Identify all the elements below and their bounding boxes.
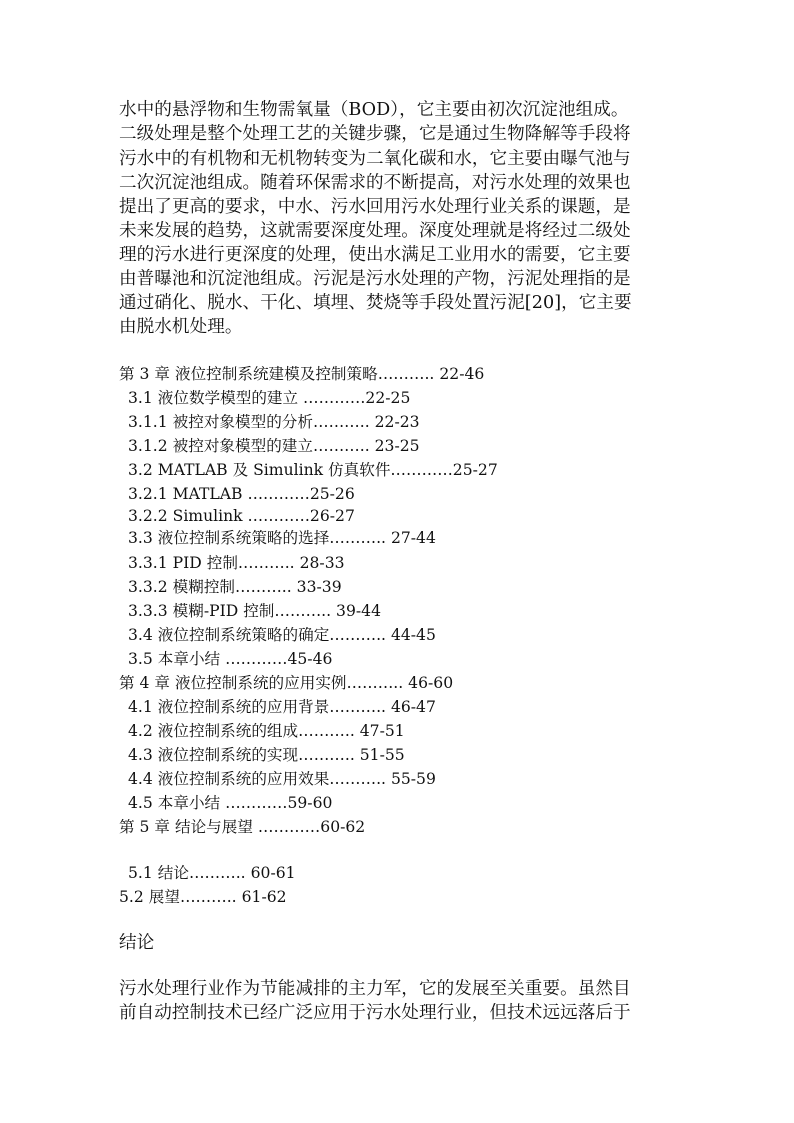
toc-item: 4.2 液位控制系统的组成……….. 47-51 bbox=[128, 722, 405, 740]
toc-item: 3.3 液位控制系统策略的选择……….. 27-44 bbox=[128, 529, 436, 547]
toc-item: 3.3.1 PID 控制……….. 28-33 bbox=[128, 554, 345, 572]
paragraph-line: 理的污水进行更深度的处理，使出水满足工业用水的需要，它主要 bbox=[119, 245, 631, 265]
paragraph-line: 污水处理行业作为节能减排的主力军，它的发展至关重要。虽然目 bbox=[119, 979, 631, 999]
toc-item: 3.2 MATLAB 及 Simulink 仿真软件…………25-27 bbox=[128, 461, 498, 479]
paragraph-line: 由普曝池和沉淀池组成。污泥是污水处理的产物，污泥处理指的是 bbox=[119, 269, 631, 289]
paragraph-line: 水中的悬浮物和生物需氧量（BOD），它主要由初次沉淀池组成。 bbox=[119, 100, 629, 120]
toc-item: 3.5 本章小结 …………45-46 bbox=[128, 650, 333, 668]
toc-item: 3.4 液位控制系统策略的确定……….. 44-45 bbox=[128, 626, 436, 644]
toc-chapter-5: 第 5 章 结论与展望 …………60-62 bbox=[119, 818, 366, 836]
toc-item: 3.3.2 模糊控制……….. 33-39 bbox=[128, 578, 342, 596]
toc-item: 5.2 展望……….. 61-62 bbox=[119, 888, 287, 906]
toc-item: 4.1 液位控制系统的应用背景……….. 46-47 bbox=[128, 698, 436, 716]
paragraph-line: 由脱水机处理。 bbox=[119, 317, 243, 337]
paragraph-line: 二次沉淀池组成。随着环保需求的不断提高，对污水处理的效果也 bbox=[119, 173, 631, 193]
toc-chapter-3: 第 3 章 液位控制系统建模及控制策略……….. 22-46 bbox=[119, 365, 485, 383]
toc-item: 4.4 液位控制系统的应用效果……….. 55-59 bbox=[128, 770, 436, 788]
toc-item: 3.2.2 Simulink …………26-27 bbox=[128, 507, 355, 525]
toc-chapter-4: 第 4 章 液位控制系统的应用实例……….. 46-60 bbox=[119, 674, 454, 692]
conclusion-heading: 结论 bbox=[119, 933, 155, 953]
toc-item: 4.3 液位控制系统的实现……….. 51-55 bbox=[128, 746, 405, 764]
paragraph-line: 二级处理是整个处理工艺的关键步骤，它是通过生物降解等手段将 bbox=[119, 124, 631, 144]
toc-item: 3.1.2 被控对象模型的建立……….. 23-25 bbox=[128, 437, 420, 455]
toc-item: 5.1 结论……….. 60-61 bbox=[128, 864, 296, 882]
paragraph-line: 未来发展的趋势，这就需要深度处理。深度处理就是将经过二级处 bbox=[119, 221, 631, 241]
paragraph-line: 污水中的有机物和无机物转变为二氧化碳和水，它主要由曝气池与 bbox=[119, 149, 631, 169]
toc-item: 4.5 本章小结 …………59-60 bbox=[128, 794, 333, 812]
paragraph-line: 通过硝化、脱水、干化、填埋、焚烧等手段处置污泥[20]，它主要 bbox=[119, 293, 632, 313]
toc-item: 3.3.3 模糊-PID 控制……….. 39-44 bbox=[128, 602, 381, 620]
toc-item: 3.1.1 被控对象模型的分析……….. 22-23 bbox=[128, 413, 420, 431]
paragraph-line: 提出了更高的要求，中水、污水回用污水处理行业关系的课题，是 bbox=[119, 197, 631, 217]
toc-item: 3.2.1 MATLAB …………25-26 bbox=[128, 485, 355, 503]
toc-item: 3.1 液位数学模型的建立 …………22-25 bbox=[128, 389, 411, 407]
paragraph-line: 前自动控制技术已经广泛应用于污水处理行业，但技术远远落后于 bbox=[119, 1003, 631, 1023]
